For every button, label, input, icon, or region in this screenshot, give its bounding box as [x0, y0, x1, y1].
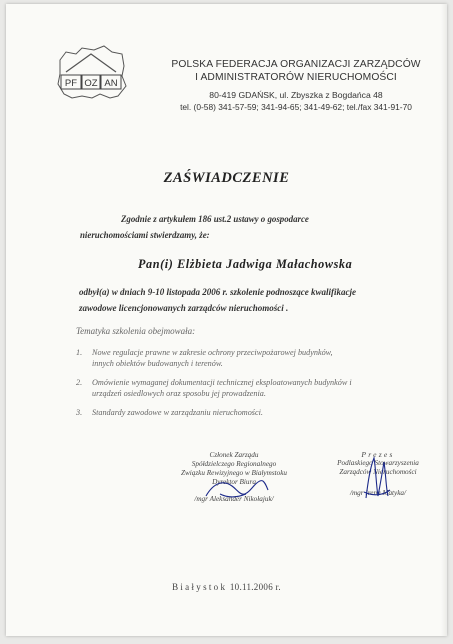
signatory-right-org1: Podlaskiego Stowarzyszenia — [337, 459, 419, 467]
logo-house-roof — [66, 54, 116, 72]
signatory-left-title: Członek Zarządu — [209, 451, 259, 459]
list-item-number: 3. — [76, 408, 83, 417]
signatory-left-name: /mgr Aleksander Nikołajuk/ — [194, 495, 274, 503]
signatory-right-name: /mgr Irena Matyka/ — [349, 489, 407, 497]
org-name-line1: POLSKA FEDERACJA ORGANIZACJI ZARZĄDCÓW — [171, 59, 421, 70]
list-item — [76, 377, 422, 399]
intro-line1: Zgodnie z artykułem 186 ust.2 ustawy o gospodarce — [121, 214, 309, 224]
signatory-left-role: Dyrektor Biura — [212, 478, 256, 486]
participant-name: Pan(i) Elżbieta Jadwiga Małachowska — [138, 257, 353, 271]
document-date: 10.11.2006 r. — [229, 582, 281, 592]
org-phones: tel. (0-58) 341-57-59; 341-94-65; 341-49-62; tel./fax 341-91-70 — [180, 102, 412, 112]
signatory-left-org1: Spółdzielczego Regionalnego — [191, 460, 277, 468]
logo-text-oz: OZ — [84, 78, 98, 89]
page-edge-shadow — [441, 4, 447, 636]
scope-heading: Tematyka szkolenia obejmowała: — [76, 326, 196, 336]
list-item-text-cont: innych obiektów budowanych i terenów. — [92, 359, 223, 368]
signature-left — [202, 476, 272, 504]
list-item-number: 1. — [76, 348, 83, 357]
signatory-right-role: Prezes — [361, 450, 395, 459]
statement-line2: zawodowe licencjonowanych zarządców nieruchomości . — [79, 303, 289, 313]
list-item-number: 2. — [76, 378, 83, 387]
place-and-date — [6, 582, 447, 592]
place-city: Białystok — [172, 582, 228, 592]
document-title: ZAŚWIADCZENIE — [163, 170, 290, 186]
list-item-text: Nowe regulacje prawne w zakresie ochrony przeciwpożarowej budynków, — [92, 348, 333, 357]
certificate-page — [6, 4, 447, 636]
signatory-right-org2: Zarządców Nieruchomości — [339, 468, 417, 476]
intro-paragraph — [80, 211, 380, 243]
logo-text-pf: PF — [64, 78, 78, 89]
list-item — [76, 407, 422, 418]
signatory-left-org2: Związku Rewizyjnego w Białymstoku — [180, 469, 287, 477]
organization-header — [150, 58, 442, 113]
intro-line2: nieruchomościami stwierdzamy, że: — [80, 230, 210, 240]
pfozan-logo — [52, 42, 130, 102]
org-name-line2: I ADMINISTRATORÓW NIERUCHOMOŚCI — [195, 72, 397, 83]
signature-right — [356, 452, 396, 502]
list-item-text: Standardy zawodowe w zarządzaniu nieruchomości. — [92, 408, 263, 417]
list-item-text-cont: urządzeń osiedlowych oraz sposobu jej prowadzenia. — [92, 389, 266, 398]
training-statement — [79, 284, 399, 316]
list-item — [76, 347, 422, 369]
statement-line1: odbył(a) w dniach 9-10 listopada 2006 r. szkolenie podnoszące kwalifikacje — [79, 287, 356, 297]
list-item-text: Omówienie wymaganej dokumentacji technicznej eksploatowanych budynków i — [92, 378, 352, 387]
org-address: 80-419 GDAŃSK, ul. Zbyszka z Bogdańca 48 — [209, 90, 383, 100]
topics-list — [76, 347, 422, 426]
logo-text-an: AN — [104, 78, 118, 89]
